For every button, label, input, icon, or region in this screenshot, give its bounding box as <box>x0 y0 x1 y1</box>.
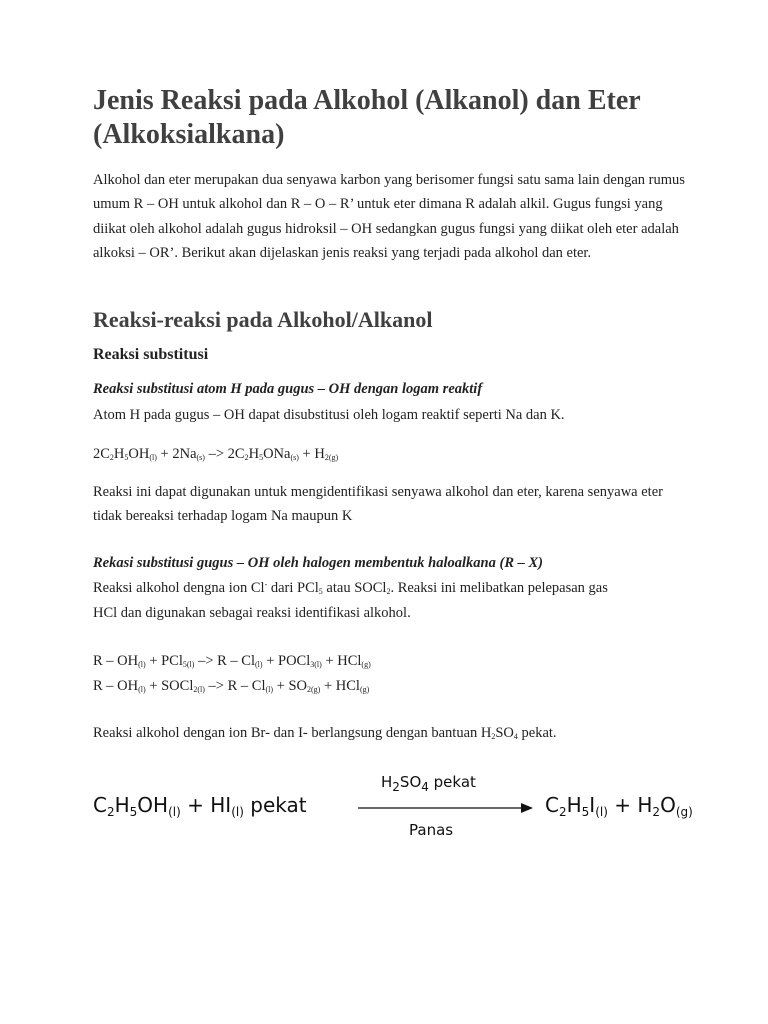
pcl5-equation: $R - OH_{(l)} + PCl_{5(l)} -> R - Cl_{(l)}$ + POCl$_{3(l)}$ + HCl$_{(g)}$ <box>93 653 371 669</box>
sub2-text-line2: HCl dan digunakan sebagai reaksi identifikasi alkohol. <box>93 605 411 621</box>
reaction-products: $C_2H_5I_{(l)} + H_2O_{(g)}$ <box>545 793 693 819</box>
intro-paragraph: Alkohol dan eter merupakan dua senyawa karbon yang berisomer fungsi satu sama lain dengan rumus umum R – OH untuk alkohol dan R – O – R’ untuk eter dimana R adalah alkil. Gugus fungsi yang diikat oleh alkohol adalah gugus hidroksil – OH sedangkan gugus fungsi yang diikat oleh eter adalah alkoksi – OR’. Berikut akan dijelaskan jenis reaksi yang terjadi pada alkohol dan eter. <box>93 172 685 261</box>
section-heading: Reaksi-reaksi pada Alkohol/Alkanol <box>93 307 433 332</box>
socl2-equation: R – $OH_{(l)}$ + SOCl$_{2(l)}$ –> $R - Cl_{(l)} + SO_{2(g)} + HCl_{(g)}$ <box>93 678 370 694</box>
sub2-heading: Rekasi substitusi gugus – OH oleh halogen membentuk haloalkana (R – X) <box>93 555 543 571</box>
sub1-note: Reaksi ini dapat digunakan untuk mengidentifikasi senyawa alkohol dan eter, karena senyawa eter tidak bereaksi terhadap logam Na maupun K <box>93 484 663 525</box>
page-title: Jenis Reaksi pada Alkohol (Alkanol) dan Eter (Alkoksialkana) <box>93 85 641 150</box>
sub1-heading: Reaksi substitusi atom H pada gugus – OH dengan logam reaktif <box>93 381 483 397</box>
reaction-arrow-icon <box>358 803 533 813</box>
sodium-equation: $2C_2H_5OH_{(l)} + 2Na_{(s)} -> 2C_2H_5ONa_{(s)} + H_{2(g)}$ <box>93 446 339 462</box>
reaction-condition: Panas <box>409 821 454 839</box>
reaction-catalyst: $H_2SO_4$ pekat <box>381 773 476 794</box>
reaction-reactants: $C_2H_5OH_{(l)} + HI_{(l)}$ pekat <box>93 793 307 819</box>
hbr-hi-note: Reaksi alkohol dengan ion Br- dan I- berlangsung dengan bantuan $H_2SO_4$ pekat. <box>93 725 557 741</box>
subsection-heading: Reaksi substitusi <box>93 346 209 363</box>
sub2-text-line1: Reaksi alkohol dengna ion Cl- dari PCl$_5$ atau SOCl$_2$. Reaksi ini melibatkan pelepasan gas <box>93 580 608 596</box>
sub1-text: Atom H pada gugus – OH dapat disubstitusi oleh logam reaktif seperti Na dan K. <box>93 407 565 423</box>
